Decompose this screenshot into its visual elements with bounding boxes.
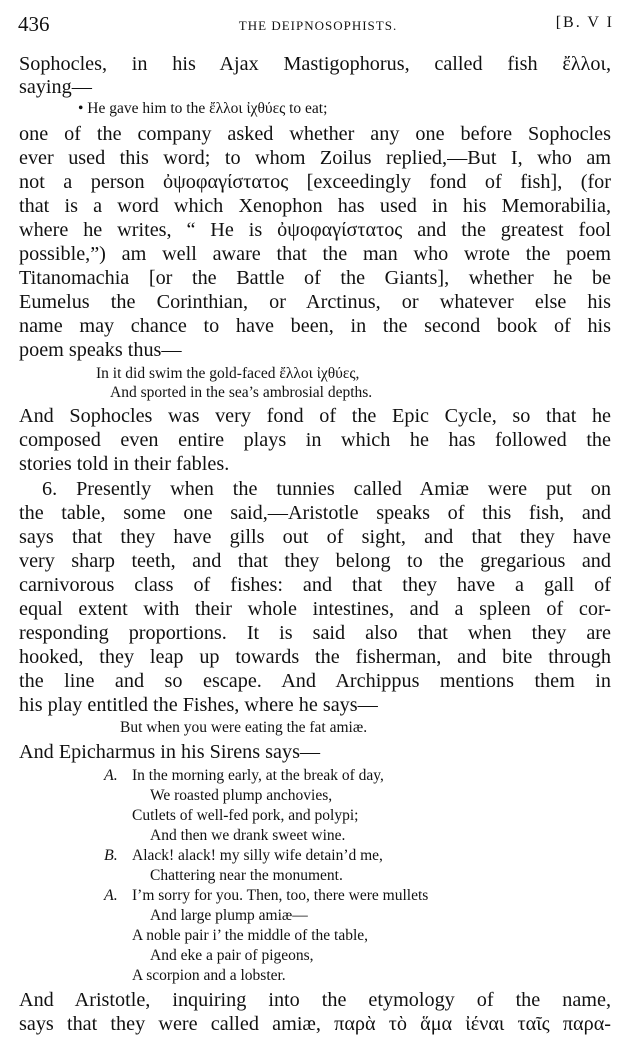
text-line: the line and so escape. And Archippus mentions them in bbox=[19, 670, 611, 692]
verse-line: A scorpion and a lobster. bbox=[132, 967, 286, 984]
quote-line: But when you were eating the fat amiæ. bbox=[120, 719, 368, 736]
running-title: THE DEIPNOSOPHISTS. bbox=[238, 18, 398, 33]
quote-line: In it did swim the gold-faced ἔλλοι ἰχθύες, bbox=[96, 365, 360, 382]
text-line: Sophocles, in his Ajax Mastigophorus, called fish ἔλλοι, bbox=[19, 53, 611, 75]
text-line: possible,”) am well aware that the man who wrote the poem bbox=[19, 243, 611, 265]
text-line: ever used this word; to whom Zoilus replied,—But I, who am bbox=[19, 147, 611, 169]
quote-line: And sported in the sea’s ambrosial depths. bbox=[110, 384, 373, 401]
text-line: And Aristotle, inquiring into the etymology of the name, bbox=[19, 989, 611, 1011]
section-marker: [B. V I bbox=[555, 14, 614, 31]
verse-line: And then we drank sweet wine. bbox=[150, 827, 346, 844]
page-number: 436 bbox=[18, 12, 50, 36]
text-line: very sharp teeth, and that they belong to the gregarious and bbox=[19, 550, 611, 572]
verse-line: We roasted plump anchovies, bbox=[150, 787, 333, 804]
verse-line: In the morning early, at the break of day, bbox=[132, 767, 384, 784]
text-line: poem speaks thus— bbox=[19, 339, 182, 361]
verse-line: And eke a pair of pigeons, bbox=[150, 947, 314, 964]
speaker-label: A. bbox=[104, 767, 118, 784]
verse-line: Alack! alack! my silly wife detain’d me, bbox=[132, 847, 383, 864]
text-line: one of the company asked whether any one before Sophocles bbox=[19, 123, 611, 145]
text-line: the table, some one said,—Aristotle speaks of this fish, and bbox=[19, 502, 611, 524]
text-line: responding proportions. It is said also that when they are bbox=[19, 622, 611, 644]
text-line: says that they were called amiæ, παρὰ τὸ ἅμα ἰέναι ταῖς παρα- bbox=[19, 1013, 611, 1035]
text-line: not a person ὀψοφαγίστατος [exceedingly fond of fish], (for bbox=[19, 171, 611, 193]
text-line: carnivorous class of fishes: and that they have a gall of bbox=[19, 574, 611, 596]
quote-line: • He gave him to the ἔλλοι ἰχθύες to eat; bbox=[78, 100, 328, 117]
text-line: saying— bbox=[19, 76, 92, 98]
text-line: And Epicharmus in his Sirens says— bbox=[19, 741, 321, 763]
text-line: Titanomachia [or the Battle of the Giants], whether he be bbox=[19, 267, 611, 289]
text-line: that is a word which Xenophon has used in his Memorabilia, bbox=[19, 195, 611, 217]
text-line: stories told in their fables. bbox=[19, 453, 230, 475]
text-line: equal extent with their whole intestines, and a spleen of cor- bbox=[19, 598, 611, 620]
verse-line: And large plump amiæ— bbox=[150, 907, 308, 924]
text-line: name may chance to have been, in the second book of his bbox=[19, 315, 611, 337]
text-line: composed even entire plays in which he has followed the bbox=[19, 429, 611, 451]
text-line: where he writes, “ He is ὀψοφαγίστατος and the greatest fool bbox=[19, 219, 611, 241]
text-line: his play entitled the Fishes, where he says— bbox=[19, 694, 378, 716]
text-line: hooked, they leap up towards the fisherman, and bite through bbox=[19, 646, 611, 668]
verse-line: I’m sorry for you. Then, too, there were mullets bbox=[132, 887, 429, 904]
page-header bbox=[18, 12, 618, 38]
text-line: Eumelus the Corinthian, or Arctinus, or whatever else his bbox=[19, 291, 611, 313]
speaker-label: A. bbox=[104, 887, 118, 904]
verse-line: A noble pair i’ the middle of the table, bbox=[132, 927, 369, 944]
verse-line: Cutlets of well-fed pork, and polypi; bbox=[132, 807, 359, 824]
text-line: And Sophocles was very fond of the Epic Cycle, so that he bbox=[19, 405, 611, 427]
text-line: says that they have gills out of sight, and that they have bbox=[19, 526, 611, 548]
text-line: 6. Presently when the tunnies called Amiæ were put on bbox=[42, 478, 611, 500]
verse-line: Chattering near the monument. bbox=[150, 867, 343, 884]
speaker-label: B. bbox=[104, 847, 118, 864]
